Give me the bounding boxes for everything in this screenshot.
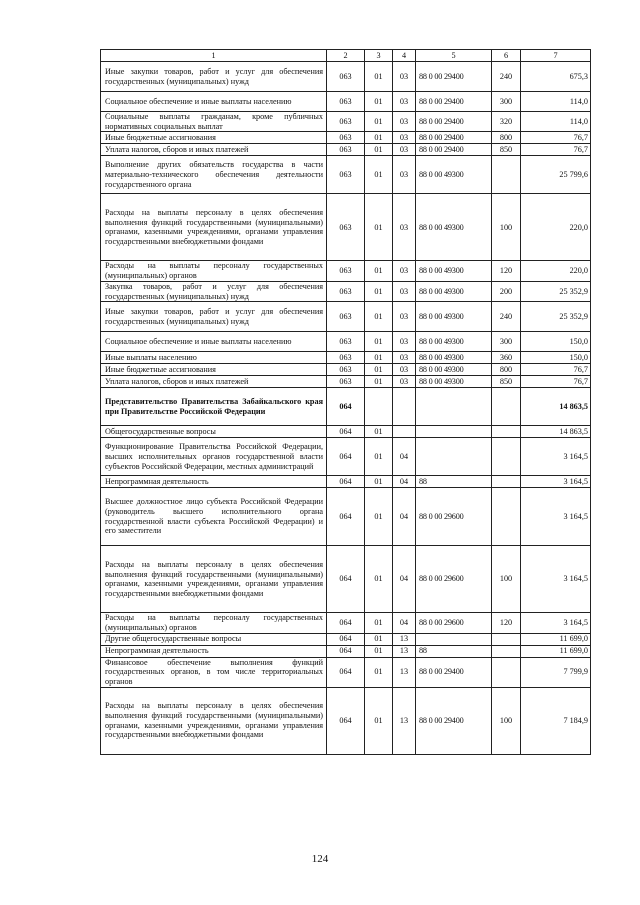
target-article-cell: 88 0 00 49300 — [416, 261, 492, 281]
target-article-cell — [416, 388, 492, 426]
expense-type-cell: 120 — [492, 613, 521, 633]
amount-cell: 76,7 — [521, 144, 591, 156]
subsection-code-cell: 03 — [393, 112, 416, 132]
subsection-code-cell — [393, 426, 416, 438]
section-code-cell: 01 — [365, 438, 393, 476]
section-code-cell: 01 — [365, 613, 393, 633]
row-name-cell: Иные закупки товаров, работ и услуг для обеспечения государственных (муниципальных) нужд — [101, 302, 327, 332]
table-row — [101, 132, 591, 144]
target-article-cell: 88 0 00 29400 — [416, 144, 492, 156]
table-row — [101, 332, 591, 352]
target-article-cell: 88 0 00 49300 — [416, 352, 492, 364]
table-row — [101, 645, 591, 657]
expense-type-cell — [492, 426, 521, 438]
section-code-cell: 01 — [365, 426, 393, 438]
target-article-cell: 88 0 00 49300 — [416, 302, 492, 332]
section-code-cell — [365, 388, 393, 426]
table-row — [101, 92, 591, 112]
section-code-cell: 01 — [365, 261, 393, 281]
subsection-code-cell: 03 — [393, 281, 416, 301]
ministry-code-cell: 064 — [327, 426, 365, 438]
row-name-cell: Закупка товаров, работ и услуг для обеспечения государственных (муниципальных) нужд — [101, 281, 327, 301]
row-name-cell: Иные закупки товаров, работ и услуг для обеспечения государственных (муниципальных) нужд — [101, 62, 327, 92]
expense-type-cell — [492, 388, 521, 426]
expense-type-cell — [492, 645, 521, 657]
table-row — [101, 687, 591, 754]
amount-cell: 114,0 — [521, 112, 591, 132]
amount-cell: 3 164,5 — [521, 438, 591, 476]
target-article-cell: 88 0 00 29400 — [416, 687, 492, 754]
section-code-cell: 01 — [365, 302, 393, 332]
target-article-cell — [416, 633, 492, 645]
table-row — [101, 476, 591, 488]
section-code-cell: 01 — [365, 332, 393, 352]
ministry-code-cell: 063 — [327, 112, 365, 132]
budget-table-page — [100, 49, 590, 755]
row-name-cell: Расходы на выплаты персоналу государственных (муниципальных) органов — [101, 613, 327, 633]
row-name-cell: Иные бюджетные ассигнования — [101, 132, 327, 144]
table-row — [101, 352, 591, 364]
target-article-cell: 88 0 00 49300 — [416, 376, 492, 388]
expense-type-cell: 320 — [492, 112, 521, 132]
row-name-cell: Иные выплаты населению — [101, 352, 327, 364]
amount-cell: 7 799,9 — [521, 657, 591, 687]
expense-type-cell — [492, 476, 521, 488]
table-row — [101, 438, 591, 476]
target-article-cell: 88 0 00 29400 — [416, 92, 492, 112]
row-name-cell: Социальное обеспечение и иные выплаты населению — [101, 92, 327, 112]
ministry-code-cell: 063 — [327, 132, 365, 144]
header-cell: 2 — [327, 50, 365, 62]
expense-type-cell: 800 — [492, 364, 521, 376]
target-article-cell: 88 0 00 29600 — [416, 546, 492, 613]
subsection-code-cell: 13 — [393, 633, 416, 645]
subsection-code-cell: 03 — [393, 156, 416, 194]
subsection-code-cell: 13 — [393, 687, 416, 754]
expense-type-cell: 200 — [492, 281, 521, 301]
subsection-code-cell: 03 — [393, 376, 416, 388]
row-name-cell: Представительство Правительства Забайкальского края при Правительстве Российской Федерации — [101, 388, 327, 426]
table-row — [101, 156, 591, 194]
amount-cell: 14 863,5 — [521, 426, 591, 438]
row-name-cell: Непрограммная деятельность — [101, 476, 327, 488]
ministry-code-cell: 063 — [327, 156, 365, 194]
amount-cell: 150,0 — [521, 332, 591, 352]
ministry-code-cell: 064 — [327, 613, 365, 633]
subsection-code-cell — [393, 388, 416, 426]
expense-type-cell: 240 — [492, 62, 521, 92]
amount-cell: 25 352,9 — [521, 302, 591, 332]
subsection-code-cell: 03 — [393, 92, 416, 112]
section-code-cell: 01 — [365, 156, 393, 194]
section-code-cell: 01 — [365, 687, 393, 754]
subsection-code-cell: 03 — [393, 194, 416, 261]
table-row — [101, 261, 591, 281]
table-row — [101, 364, 591, 376]
header-cell: 4 — [393, 50, 416, 62]
row-name-cell: Непрограммная деятельность — [101, 645, 327, 657]
row-name-cell: Финансовое обеспечение выполнения функций государственных органов, в том числе территориальных органов — [101, 657, 327, 687]
header-cell: 3 — [365, 50, 393, 62]
ministry-code-cell: 064 — [327, 438, 365, 476]
expense-type-cell: 100 — [492, 687, 521, 754]
table-row — [101, 62, 591, 92]
section-code-cell: 01 — [365, 194, 393, 261]
expense-type-cell: 850 — [492, 144, 521, 156]
amount-cell: 76,7 — [521, 132, 591, 144]
expense-type-cell: 360 — [492, 352, 521, 364]
header-cell: 5 — [416, 50, 492, 62]
amount-cell: 14 863,5 — [521, 388, 591, 426]
amount-cell: 3 164,5 — [521, 488, 591, 546]
ministry-code-cell: 064 — [327, 687, 365, 754]
section-code-cell: 01 — [365, 364, 393, 376]
section-code-cell: 01 — [365, 633, 393, 645]
row-name-cell: Расходы на выплаты персоналу в целях обеспечения выполнения функций государственными (муниципальными) органами, казенными учреждениями, органами управления государственными внебюджетными фондами — [101, 687, 327, 754]
section-code-cell: 01 — [365, 92, 393, 112]
subsection-code-cell: 03 — [393, 132, 416, 144]
table-row — [101, 376, 591, 388]
table-row — [101, 281, 591, 301]
subsection-code-cell: 13 — [393, 645, 416, 657]
row-name-cell: Другие общегосударственные вопросы — [101, 633, 327, 645]
expense-type-cell: 300 — [492, 332, 521, 352]
amount-cell: 220,0 — [521, 194, 591, 261]
header-cell: 1 — [101, 50, 327, 62]
target-article-cell — [416, 438, 492, 476]
target-article-cell: 88 0 00 29400 — [416, 132, 492, 144]
section-code-cell: 01 — [365, 281, 393, 301]
expense-type-cell — [492, 633, 521, 645]
section-code-cell: 01 — [365, 352, 393, 364]
section-code-cell: 01 — [365, 132, 393, 144]
section-code-cell: 01 — [365, 657, 393, 687]
ministry-code-cell: 064 — [327, 476, 365, 488]
header-cell: 6 — [492, 50, 521, 62]
ministry-code-cell: 064 — [327, 657, 365, 687]
row-name-cell: Выполнение других обязательств государства в части материально-технического обеспечения деятельности государственного органа — [101, 156, 327, 194]
expense-type-cell: 120 — [492, 261, 521, 281]
table-row — [101, 388, 591, 426]
target-article-cell: 88 0 00 29600 — [416, 613, 492, 633]
target-article-cell: 88 0 00 29600 — [416, 488, 492, 546]
table-row — [101, 633, 591, 645]
section-code-cell: 01 — [365, 112, 393, 132]
ministry-code-cell: 063 — [327, 302, 365, 332]
row-name-cell: Высшее должностное лицо субъекта Российской Федерации (руководитель высшего исполнительного органа государственной власти субъекта Российской Федерации) и его заместители — [101, 488, 327, 546]
amount-cell: 25 352,9 — [521, 281, 591, 301]
ministry-code-cell: 064 — [327, 645, 365, 657]
ministry-code-cell: 063 — [327, 261, 365, 281]
row-name-cell: Общегосударственные вопросы — [101, 426, 327, 438]
target-article-cell: 88 0 00 49300 — [416, 364, 492, 376]
target-article-cell: 88 0 00 49300 — [416, 281, 492, 301]
subsection-code-cell: 03 — [393, 261, 416, 281]
table-row — [101, 488, 591, 546]
ministry-code-cell: 063 — [327, 92, 365, 112]
expense-type-cell — [492, 438, 521, 476]
target-article-cell: 88 0 00 29400 — [416, 62, 492, 92]
subsection-code-cell: 04 — [393, 476, 416, 488]
amount-cell: 76,7 — [521, 364, 591, 376]
table-row — [101, 144, 591, 156]
ministry-code-cell: 063 — [327, 352, 365, 364]
row-name-cell: Социальные выплаты гражданам, кроме публичных нормативных социальных выплат — [101, 112, 327, 132]
amount-cell: 7 184,9 — [521, 687, 591, 754]
table-row — [101, 426, 591, 438]
ministry-code-cell: 063 — [327, 62, 365, 92]
target-article-cell: 88 0 00 49300 — [416, 156, 492, 194]
ministry-code-cell: 064 — [327, 488, 365, 546]
target-article-cell: 88 0 00 29400 — [416, 112, 492, 132]
section-code-cell: 01 — [365, 476, 393, 488]
subsection-code-cell: 04 — [393, 613, 416, 633]
amount-cell: 3 164,5 — [521, 546, 591, 613]
row-name-cell: Уплата налогов, сборов и иных платежей — [101, 376, 327, 388]
amount-cell: 150,0 — [521, 352, 591, 364]
row-name-cell: Иные бюджетные ассигнования — [101, 364, 327, 376]
row-name-cell: Расходы на выплаты персоналу в целях обеспечения выполнения функций государственными (муниципальными) органами, казенными учреждениями, органами управления государственными внебюджетными фондами — [101, 194, 327, 261]
expense-type-cell: 300 — [492, 92, 521, 112]
target-article-cell — [416, 426, 492, 438]
target-article-cell: 88 0 00 49300 — [416, 332, 492, 352]
row-name-cell: Расходы на выплаты персоналу в целях обеспечения выполнения функций государственными (муниципальными) органами, казенными учреждениями, органами управления государственными внебюджетными фондами — [101, 546, 327, 613]
amount-cell: 3 164,5 — [521, 476, 591, 488]
section-code-cell: 01 — [365, 488, 393, 546]
expense-type-cell: 100 — [492, 546, 521, 613]
section-code-cell: 01 — [365, 546, 393, 613]
expense-type-cell: 240 — [492, 302, 521, 332]
section-code-cell: 01 — [365, 144, 393, 156]
row-name-cell: Функционирование Правительства Российской Федерации, высших исполнительных органов государственной власти субъектов Российской Федерации, местных администраций — [101, 438, 327, 476]
budget-table — [100, 49, 591, 755]
expense-type-cell — [492, 488, 521, 546]
expense-type-cell — [492, 657, 521, 687]
subsection-code-cell: 03 — [393, 62, 416, 92]
subsection-code-cell: 04 — [393, 438, 416, 476]
subsection-code-cell: 03 — [393, 302, 416, 332]
ministry-code-cell: 064 — [327, 633, 365, 645]
header-cell: 7 — [521, 50, 591, 62]
target-article-cell: 88 0 00 29400 — [416, 657, 492, 687]
section-code-cell: 01 — [365, 376, 393, 388]
subsection-code-cell: 03 — [393, 144, 416, 156]
ministry-code-cell: 063 — [327, 376, 365, 388]
subsection-code-cell: 13 — [393, 657, 416, 687]
section-code-cell: 01 — [365, 645, 393, 657]
section-code-cell: 01 — [365, 62, 393, 92]
table-header-row — [101, 50, 591, 62]
table-row — [101, 546, 591, 613]
ministry-code-cell: 063 — [327, 194, 365, 261]
amount-cell: 3 164,5 — [521, 613, 591, 633]
ministry-code-cell: 063 — [327, 364, 365, 376]
ministry-code-cell: 063 — [327, 144, 365, 156]
ministry-code-cell: 064 — [327, 388, 365, 426]
ministry-code-cell: 063 — [327, 281, 365, 301]
amount-cell: 25 799,6 — [521, 156, 591, 194]
table-row — [101, 112, 591, 132]
expense-type-cell: 800 — [492, 132, 521, 144]
ministry-code-cell: 064 — [327, 546, 365, 613]
table-row — [101, 194, 591, 261]
amount-cell: 220,0 — [521, 261, 591, 281]
table-row — [101, 302, 591, 332]
subsection-code-cell: 03 — [393, 364, 416, 376]
amount-cell: 76,7 — [521, 376, 591, 388]
target-article-cell: 88 — [416, 645, 492, 657]
target-article-cell: 88 0 00 49300 — [416, 194, 492, 261]
subsection-code-cell: 04 — [393, 488, 416, 546]
subsection-code-cell: 03 — [393, 352, 416, 364]
row-name-cell: Уплата налогов, сборов и иных платежей — [101, 144, 327, 156]
amount-cell: 114,0 — [521, 92, 591, 112]
subsection-code-cell: 03 — [393, 332, 416, 352]
subsection-code-cell: 04 — [393, 546, 416, 613]
page-number: 124 — [311, 853, 329, 865]
expense-type-cell: 100 — [492, 194, 521, 261]
table-row — [101, 613, 591, 633]
amount-cell: 11 699,0 — [521, 633, 591, 645]
expense-type-cell — [492, 156, 521, 194]
row-name-cell: Расходы на выплаты персоналу государственных (муниципальных) органов — [101, 261, 327, 281]
amount-cell: 11 699,0 — [521, 645, 591, 657]
ministry-code-cell: 063 — [327, 332, 365, 352]
expense-type-cell: 850 — [492, 376, 521, 388]
target-article-cell: 88 — [416, 476, 492, 488]
row-name-cell: Социальное обеспечение и иные выплаты населению — [101, 332, 327, 352]
table-row — [101, 657, 591, 687]
amount-cell: 675,3 — [521, 62, 591, 92]
